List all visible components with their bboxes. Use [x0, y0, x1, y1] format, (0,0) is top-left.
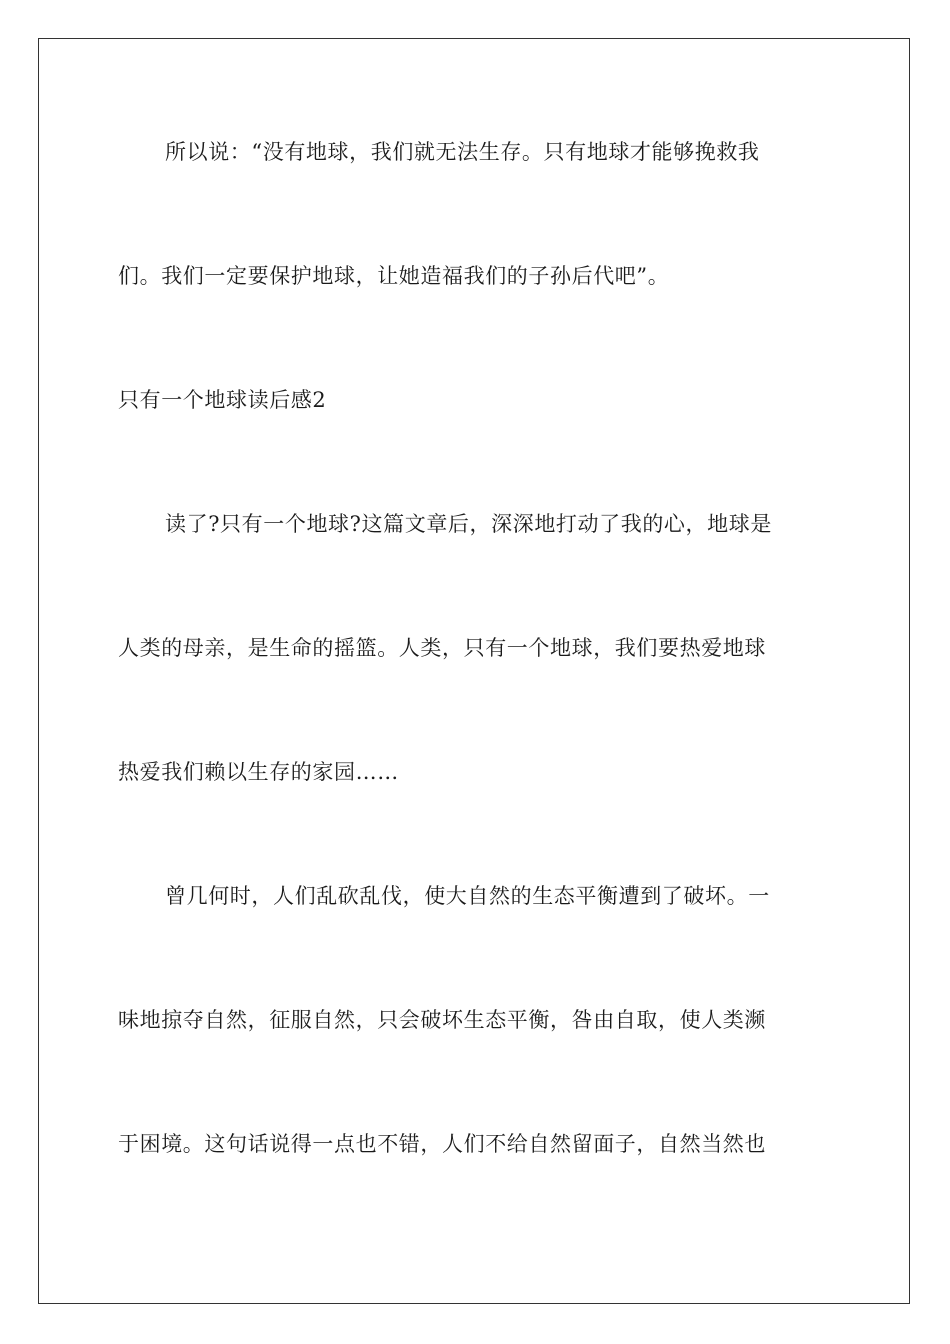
- paragraph-2-line-2: 人类的母亲，是生命的摇篮。人类，只有一个地球，我们要热爱地球: [118, 636, 766, 660]
- paragraph-3-line-1: 曾几何时，人们乱砍乱伐，使大自然的生态平衡遭到了破坏。一: [165, 884, 770, 908]
- paragraph-3-line-3: 于困境。这句话说得一点也不错，人们不给自然留面子，自然当然也: [118, 1132, 766, 1156]
- paragraph-1-line-2: 们。我们一定要保护地球，让她造福我们的子孙后代吧”。: [118, 264, 670, 288]
- paragraph-2-line-3: 热爱我们赖以生存的家园……: [118, 760, 399, 784]
- page-frame: [38, 38, 910, 1304]
- paragraph-3-line-2: 味地掠夺自然，征服自然，只会破坏生态平衡，咎由自取，使人类濒: [118, 1008, 766, 1032]
- paragraph-1-line-1: 所以说：“没有地球，我们就无法生存。只有地球才能够挽救我: [165, 140, 760, 164]
- paragraph-2-line-1: 读了?只有一个地球?这篇文章后，深深地打动了我的心，地球是: [165, 512, 772, 536]
- section-heading: 只有一个地球读后感2: [118, 388, 327, 412]
